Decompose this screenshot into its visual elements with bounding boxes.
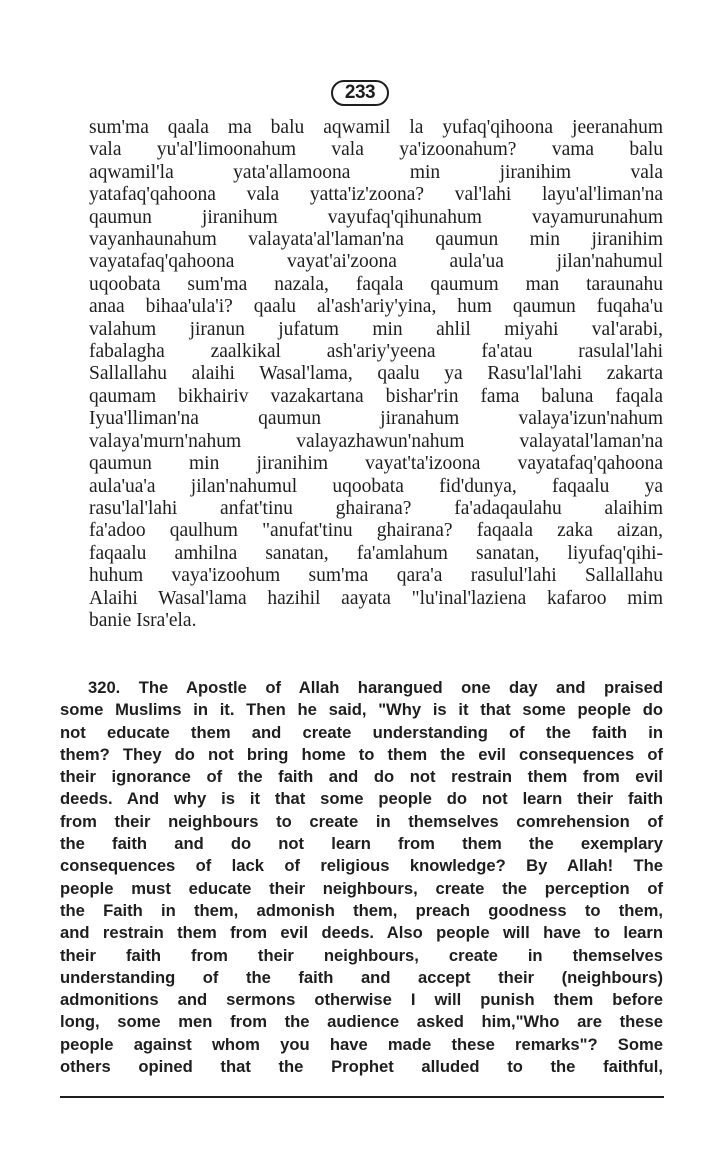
transliteration-line: yatafaq'qahoona vala yatta'iz'zoona? val'lahi layu'al'liman'na — [89, 184, 663, 206]
transliteration-line: valaya'murn'nahum valayazhawun'nahum valayatal'laman'na — [89, 430, 663, 452]
transliteration-line: aula'ua'a jilan'nahumul uqoobata fid'dunya, faqaalu ya — [89, 475, 663, 497]
translation-line: their ignorance of the faith and do not restrain them from evil — [60, 767, 663, 787]
translation-line: admonitions and sermons otherwise I will punish them before — [60, 990, 663, 1010]
translation-line: people must educate their neighbours, create the perception of — [60, 878, 663, 898]
translation-line: not educate them and create understanding of the faith in — [60, 722, 663, 742]
translation-line: long, some men from the audience asked him,"Who are these — [60, 1012, 663, 1032]
bottom-rule — [60, 1096, 664, 1098]
translation-line: the faith and do not learn from them the exemplary — [60, 834, 663, 854]
transliteration-line: qaumam bikhairiv vazakartana bishar'rin fama baluna faqala — [89, 385, 663, 407]
transliteration-line: Sallallahu alaihi Wasal'lama, qaalu ya Rasu'lal'lahi zakarta — [89, 363, 663, 385]
transliteration-line: anaa bihaa'ula'i? qaalu al'ash'ariy'yina, hum qaumun fuqaha'u — [89, 296, 663, 318]
translation-line: people against whom you have made these remarks"? Some — [60, 1034, 663, 1054]
transliteration-line: qaumun min jiranihim vayat'ta'izoona vayatafaq'qahoona — [89, 453, 663, 475]
translation-line: others opined that the Prophet alluded to the faithful, — [60, 1057, 663, 1077]
translation-line: the Faith in them, admonish them, preach goodness to them, — [60, 900, 663, 920]
transliteration-line: Iyua'lliman'na qaumun jiranahum valaya'izun'nahum — [89, 408, 663, 430]
translation-line: their faith from their neighbours, create in themselves — [60, 945, 663, 965]
transliteration-line: banie Isra'ela. — [89, 609, 197, 631]
transliteration-line: huhum vaya'izoohum sum'ma qara'a rasulul'lahi Sallallahu — [89, 565, 663, 587]
transliteration-line: Alaihi Wasal'lama hazihil aayata "lu'inal'laziena kafaroo mim — [89, 587, 663, 609]
transliteration-line: fa'adoo qaulhum "anufat'tinu ghairana? faqaala zaka aizan, — [89, 520, 663, 542]
transliteration-line: faqaalu amhilna sanatan, fa'amlahum sanatan, liyufaq'qihi- — [89, 542, 663, 564]
translation-line: and restrain them from evil deeds. Also people will have to learn — [60, 923, 663, 943]
transliteration-line: qaumun jiranihum vayufaq'qihunahum vayamurunahum — [89, 206, 663, 228]
transliteration-line: fabalagha zaalkikal ash'ariy'yeena fa'atau rasulal'lahi — [89, 341, 663, 363]
transliteration-line: uqoobata sum'ma nazala, faqala qaumum man taraunahu — [89, 273, 663, 295]
transliteration-line: valahum jiranun jufatum min ahlil miyahi val'arabi, — [89, 318, 663, 340]
translation-line: from their neighbours to create in themselves comrehension of — [60, 811, 663, 831]
translation-line: understanding of the faith and accept their (neighbours) — [60, 967, 663, 987]
page-number: 233 — [331, 80, 389, 106]
transliteration-line: vayanhaunahum valayata'al'laman'na qaumun min jiranihim — [89, 229, 663, 251]
transliteration-line: sum'ma qaala ma balu aqwamil la yufaq'qihoona jeeranahum — [89, 117, 663, 138]
translation-line: them? They do not bring home to them the evil consequences of — [60, 744, 663, 764]
transliteration-paragraph — [89, 117, 663, 632]
translation-line: consequences of lack of religious knowledge? By Allah! The — [60, 856, 663, 876]
translation-line: some Muslims in it. Then he said, "Why is it that some people do — [60, 700, 663, 720]
translation-paragraph — [60, 677, 663, 1078]
translation-line: deeds. And why is it that some people do not learn their faith — [60, 789, 663, 809]
translation-line: 320. The Apostle of Allah harangued one day and praised — [88, 678, 663, 697]
transliteration-line: aqwamil'la yata'allamoona min jiranihim vala — [89, 161, 663, 183]
transliteration-line: rasu'lal'lahi anfat'tinu ghairana? fa'adaqaulahu alaihim — [89, 497, 663, 519]
transliteration-line: vayatafaq'qahoona vayat'ai'zoona aula'ua jilan'nahumul — [89, 251, 663, 273]
transliteration-line: vala yu'al'limoonahum vala ya'izoonahum? vama balu — [89, 139, 663, 161]
